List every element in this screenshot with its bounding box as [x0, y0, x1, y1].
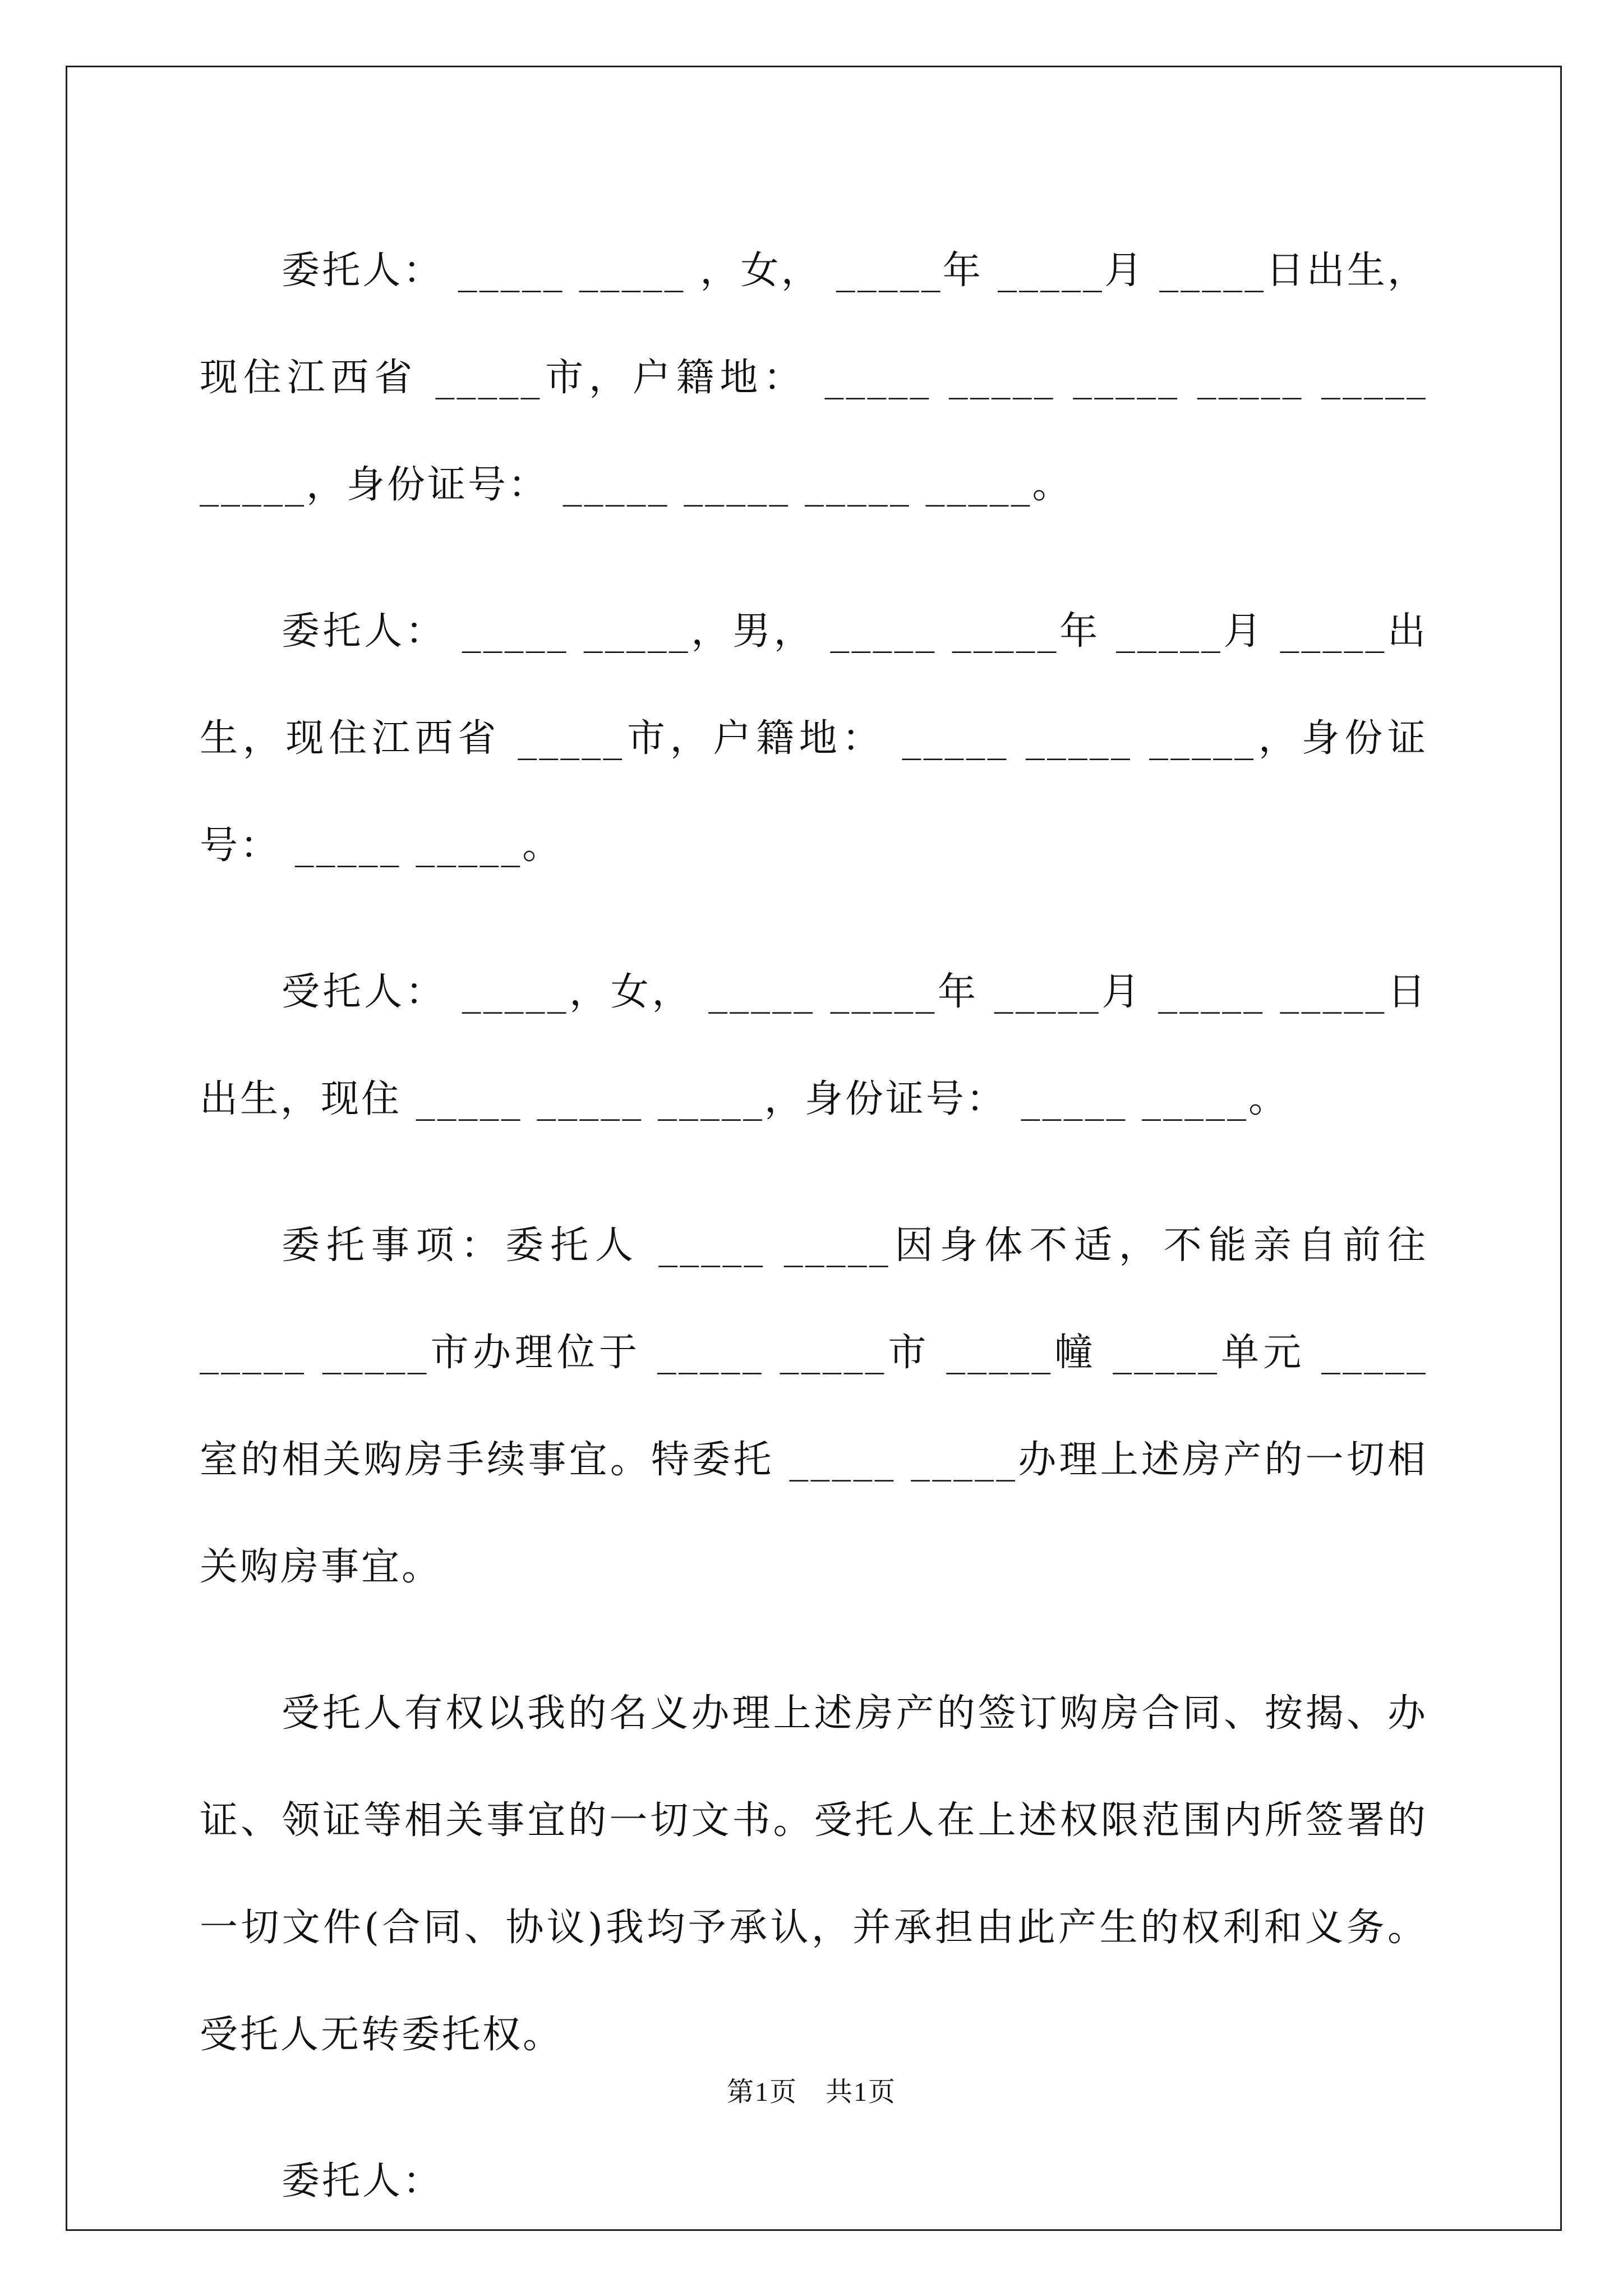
entrusted-matters-paragraph	[200, 1192, 1442, 1621]
principal-2-paragraph	[200, 578, 1428, 899]
principal-1-paragraph	[200, 217, 1442, 539]
entrusted-matters-text: 委托事项：委托人 _____ _____因身体不适，不能亲自前往 _____ _____市办理位于 _____ _____市 _____幢 _____单元 _____室的相关购房手续事宜。特委托 _____ _____办理上述房产的一切相关购房事宜。	[200, 1223, 1442, 1589]
document-body	[200, 217, 1442, 2274]
agent-authority-paragraph	[200, 1660, 1428, 2088]
signature-line-text: 委托人：	[282, 2159, 444, 2203]
agent-authority-text: 受托人有权以我的名义办理上述房产的签订购房合同、按揭、办证、领证等相关事宜的一切文书。受托人在上述权限范围内所签署的一切文件(合同、协议)我均予承认，并承担由此产生的权利和义务。受托人无转委托权。	[200, 1691, 1428, 2057]
principal-1-text: 委托人： _____ _____ ，女， _____年 _____月 _____日出生，现住江西省 _____市，户籍地： _____ _____ _____ _____ _____ _____，身份证号： _____ _____ _____ _____。	[200, 249, 1442, 507]
agent-paragraph	[200, 938, 1428, 1153]
signature-line-paragraph	[200, 2128, 1428, 2235]
principal-2-text: 委托人： _____ _____，男， _____ _____年 _____月 _____出生，现住江西省 _____市，户籍地： _____ _____ _____，身份证号： _____ _____。	[200, 609, 1428, 868]
agent-text: 受托人： _____，女， _____ _____年 _____月 _____ _____日出生，现住 _____ _____ _____，身份证号： _____ _____。	[200, 970, 1428, 1121]
page-footer: 第1页 共1页	[726, 2077, 896, 2107]
